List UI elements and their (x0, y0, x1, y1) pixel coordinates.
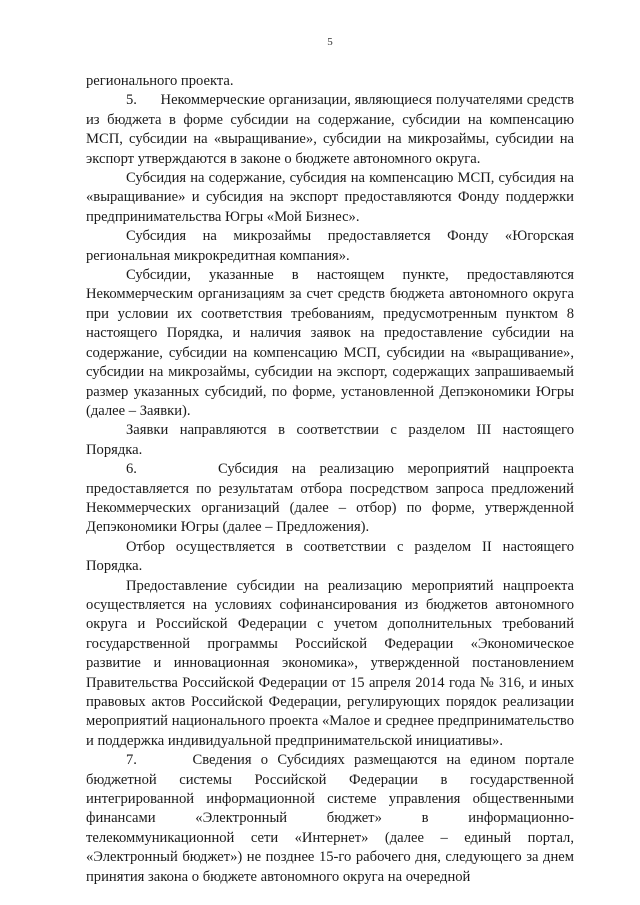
document-body (86, 72, 574, 887)
paragraph-fund-subsidies: Субсидия на содержание, субсидия на компенсацию МСП, субсидия на «выращивание» и субсидия на экспорт предоставляются Фонду поддержки предпринимательства Югры «Мой Бизнес». (86, 170, 574, 225)
page-number: 5 (327, 36, 333, 48)
paragraph-continuation: регионального проекта. (86, 73, 234, 89)
paragraph-selection: Отбор осуществляется в соответствии с разделом II настоящего Порядка. (86, 538, 574, 575)
document-page (86, 0, 574, 905)
paragraph-item-7: 7. Сведения о Субсидиях размещаются на едином портале бюджетной системы Российской Федерации в государственной интегрированной информационной системе управления общественными финансами «Электронный бюджет» в информационно-телекоммуникационной сети «Интернет» (далее – единый портал, «Электронный бюджет») не позднее 15-го рабочего дня, следующего за днем принятия закона о бюджете автономного округа на очередной (86, 752, 574, 885)
paragraph-subsidy-conditions: Субсидии, указанные в настоящем пункте, предоставляются Некоммерческим организациям за счет средств бюджета автономного округа при условии их соответствия требованиям, предусмотренным пунктом 8 настоящего Порядка, и наличия заявок на предоставление субсидии на содержание, субсидии на компенсацию МСП, субсидии на «выращивание», субсидии на микрозаймы, субсидии на экспорт, содержащих запрашиваемый размер указанных субсидий, по форме, установленной Депэкономики Югры (далее – Заявки). (86, 267, 574, 419)
paragraph-cofinancing: Предоставление субсидии на реализацию мероприятий нацпроекта осуществляется на условиях софинансирования из бюджетов автономного округа и Российской Федерации с учетом дополнительных требований государственной программы Российской Федерации «Экономическое развитие и инновационная экономика», утвержденной постановлением Правительства Российской Федерации от 15 апреля 2014 года № 316, и иных правовых актов Российской Федерации, регулирующих порядок реализации мероприятий национального проекта «Малое и среднее предпринимательство и поддержка индивидуальной предпринимательской инициативы». (86, 577, 574, 749)
paragraph-microloans: Субсидия на микрозаймы предоставляется Фонду «Югорская региональная микрокредитная компания». (86, 228, 574, 264)
paragraph-item-6: 6. Субсидия на реализацию мероприятий нацпроекта предоставляется по результатам отбора посредством запроса предложений Некоммерческих организаций (далее – отбор) по форме, утвержденной Депэкономики Югры (далее – Предложения). (86, 461, 574, 536)
paragraph-applications: Заявки направляются в соответствии с разделом III настоящего Порядка. (86, 422, 574, 458)
paragraph-item-5: 5. Некоммерческие организации, являющиеся получателями средств из бюджета в форме субсидии на содержание, субсидии на компенсацию МСП, субсидии на «выращивание», субсидии на микрозаймы, субсидии на экспорт утверждаются в законе о бюджете автономного округа. (86, 92, 574, 167)
